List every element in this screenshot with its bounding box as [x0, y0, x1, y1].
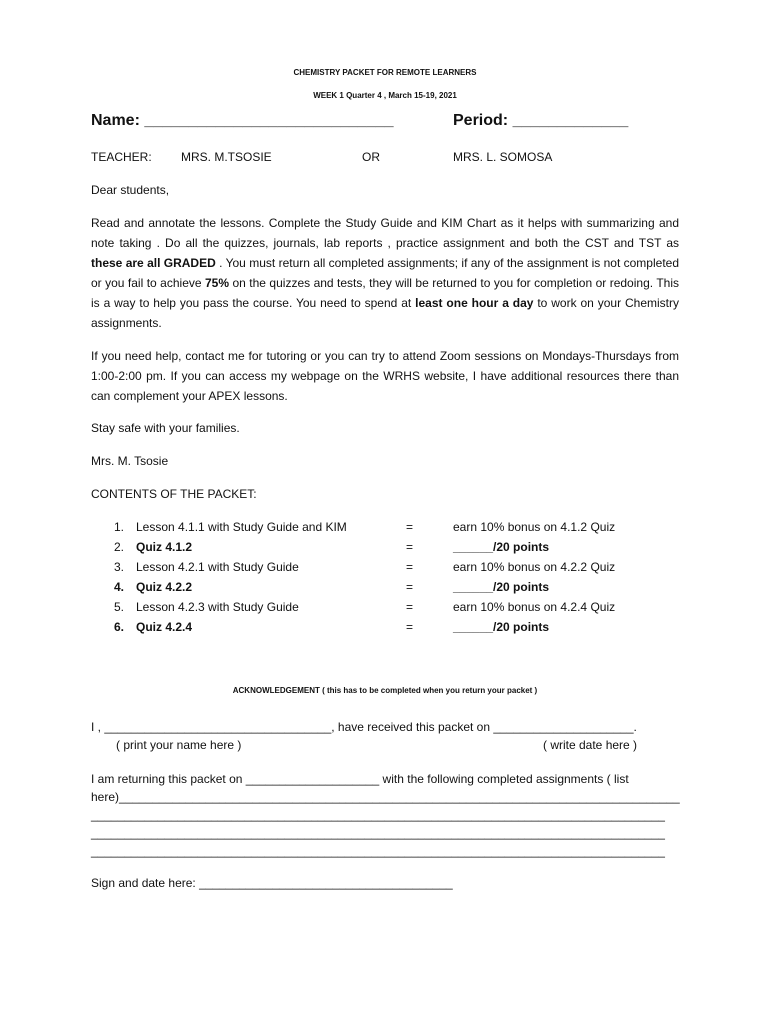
teacher-label: TEACHER: [91, 150, 152, 164]
print-name-hint: ( print your name here ) [116, 738, 242, 752]
contents-equals: = [406, 620, 414, 634]
contents-score-blank[interactable]: ______/20 points [453, 540, 550, 554]
teacher-tsosie: MRS. M.TSOSIE [181, 150, 272, 164]
name-field[interactable]: Name: ____________________________ [91, 112, 394, 129]
name-and-date-line[interactable]: I , __________________________________, have received this packet on _____________________. [91, 720, 637, 734]
contents-equals: = [406, 560, 414, 574]
contents-result: earn 10% bonus on 4.2.4 Quiz [453, 600, 616, 614]
contents-item: Quiz 4.2.2 [136, 580, 193, 594]
write-date-hint: ( write date here ) [543, 738, 638, 752]
contents-heading: CONTENTS OF THE PACKET: [91, 487, 257, 501]
contents-item-number: 4. [113, 580, 124, 594]
contents-result: earn 10% bonus on 4.1.2 Quiz [453, 520, 616, 534]
assignments-list-line[interactable]: here)____________________________________________________________________________________ [91, 790, 680, 804]
assignments-blank-line[interactable]: ______________________________________________________________________________________ [91, 808, 665, 822]
packet-title: CHEMISTRY PACKET FOR REMOTE LEARNERS [293, 68, 477, 77]
contents-item: Quiz 4.2.4 [136, 620, 193, 634]
contents-item: Lesson 4.2.1 with Study Guide [136, 560, 299, 574]
instructions-paragraph: Read and annotate the lessons. Complete the Study Guide and KIM Chart as it helps with summarizing and note taking . Do all the quizzes, journals, lab reports , practice assignment and both the CST and TST as these are all GRADED . You must return all completed assignments; if any of the assignment is not completed or you fail to achieve 75% on the quizzes and tests, they will be returned to you for completion or redoing. This is a way to help you pass the course. You need to spend at least one hour a day to work on your Chemistry assignments. [91, 216, 679, 330]
contents-equals: = [406, 540, 414, 554]
contents-item-number: 6. [113, 620, 124, 634]
contents-equals: = [406, 600, 414, 614]
contents-item-number: 2. [113, 540, 124, 554]
contents-item: Lesson 4.1.1 with Study Guide and KIM [136, 520, 347, 534]
contents-item-number: 5. [113, 600, 124, 614]
contents-result: earn 10% bonus on 4.2.2 Quiz [453, 560, 616, 574]
teacher-or: OR [362, 150, 380, 164]
assignments-blank-line[interactable]: ______________________________________________________________________________________ [91, 844, 665, 858]
greeting: Dear students, [91, 183, 170, 197]
contents-score-blank[interactable]: ______/20 points [453, 580, 550, 594]
contents-item: Lesson 4.2.3 with Study Guide [136, 600, 299, 614]
contents-item-number: 3. [113, 560, 124, 574]
contents-score-blank[interactable]: ______/20 points [453, 620, 550, 634]
stay-safe-text: Stay safe with your families. [91, 421, 240, 435]
acknowledgement-heading: ACKNOWLEDGEMENT ( this has to be completed when you return your packet ) [232, 686, 538, 695]
sign-and-date-line[interactable]: Sign and date here: ______________________________________ [91, 876, 453, 890]
period-field[interactable]: Period: _____________ [453, 112, 629, 129]
contents-equals: = [406, 520, 414, 534]
assignments-blank-line[interactable]: ______________________________________________________________________________________ [91, 826, 665, 840]
packet-week-subtitle: WEEK 1 Quarter 4 , March 15-19, 2021 [313, 91, 457, 100]
teacher-somosa: MRS. L. SOMOSA [453, 150, 553, 164]
help-paragraph: If you need help, contact me for tutoring or you can try to attend Zoom sessions on Mondays-Thursdays from 1:00-2:00 pm. If you can access my webpage on the WRHS website, I have additional resources there than can complement your APEX lessons. [91, 349, 679, 403]
signature: Mrs. M. Tsosie [91, 454, 169, 468]
return-date-line[interactable]: I am returning this packet on ____________________ with the following completed assignments ( list [91, 772, 629, 786]
contents-item: Quiz 4.1.2 [136, 540, 193, 554]
contents-equals: = [406, 580, 414, 594]
contents-item-number: 1. [113, 520, 124, 534]
